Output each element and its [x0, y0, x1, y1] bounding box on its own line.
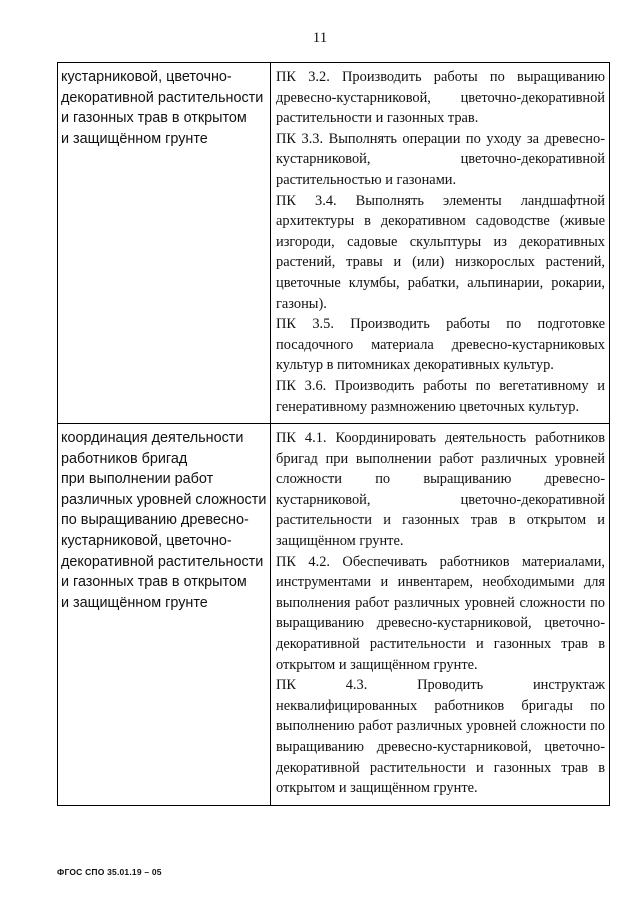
- competency-item: ПК 3.2. Производить работы по выращиванию древесно-кустарниковой, цветочно-декоративной растительности и газонных трав.: [276, 69, 605, 127]
- competency-item: ПК 4.2. Обеспечивать работников материалами, инструментами и инвентарем, необходимыми для выполнения работ различных уровней сложности по выращиванию древесно-кустарниковой, цветочно-декоративной растительности и газонных трав в открытом и защищённом грунте.: [276, 553, 605, 673]
- table-row: [58, 63, 610, 424]
- competencies-cell: [271, 63, 610, 424]
- competency-item: ПК 3.6. Производить работы по вегетативному и генеративному размножению цветочных культур.: [276, 377, 605, 415]
- activity-line: и защищённом грунте: [61, 594, 208, 611]
- competency-item: ПК 3.3. Выполнять операции по уходу за древесно-кустарниковой, цветочно-декоративной растительностью и газонами.: [276, 130, 605, 188]
- activity-line: и защищённом грунте: [61, 130, 208, 147]
- activity-line: и газонных трав в открытом: [61, 574, 247, 591]
- competency-item: ПК 4.1. Координировать деятельность работников бригад при выполнении работ различных уровней сложности по выращиванию древесно-кустарниковой, цветочно-декоративной растительности и газонных трав в открытом и защищённом грунте.: [276, 430, 605, 550]
- table-row: [58, 424, 610, 806]
- competency-item: ПК 3.4. Выполнять элементы ландшафтной архитектуры в декоративном садоводстве (живые изгороди, садовые скульптуры из декоративных растений, травы и (или) низкорослых растений, цветочные клумбы, рабатки, альпинарии, рокарии, газоны).: [276, 192, 605, 312]
- activity-line: и газонных трав в открытом: [61, 110, 247, 127]
- document-footer: ФГОС СПО 35.01.19 – 05: [57, 867, 162, 877]
- activity-line: работников бригад: [61, 450, 188, 467]
- activity-line: декоративной растительности: [61, 89, 264, 106]
- activity-line: различных уровней сложности: [61, 491, 267, 508]
- competencies-cell: [271, 424, 610, 806]
- competency-table: [57, 62, 610, 806]
- activity-cell: [58, 424, 271, 806]
- activity-cell: [58, 63, 271, 424]
- activity-line: координация деятельности: [61, 430, 244, 447]
- competency-item: ПК 4.3. Проводить инструктаж неквалифицированных работников бригады по выполнению работ различных уровней сложности по выращиванию древесно-кустарниковой, цветочно-декоративной растительности и газонных трав в открытом и защищённом грунте.: [276, 677, 605, 797]
- activity-line: при выполнении работ: [61, 471, 214, 488]
- activity-line: декоративной растительности: [61, 553, 264, 570]
- competency-item: ПК 3.5. Производить работы по подготовке посадочного материала древесно-кустарниковых культур в питомниках декоративных культур.: [276, 316, 605, 374]
- activity-line: кустарниковой, цветочно-: [61, 69, 232, 85]
- activity-line: кустарниковой, цветочно-: [61, 533, 232, 550]
- activity-line: по выращиванию древесно-: [61, 512, 249, 529]
- page-number: 11: [312, 30, 328, 46]
